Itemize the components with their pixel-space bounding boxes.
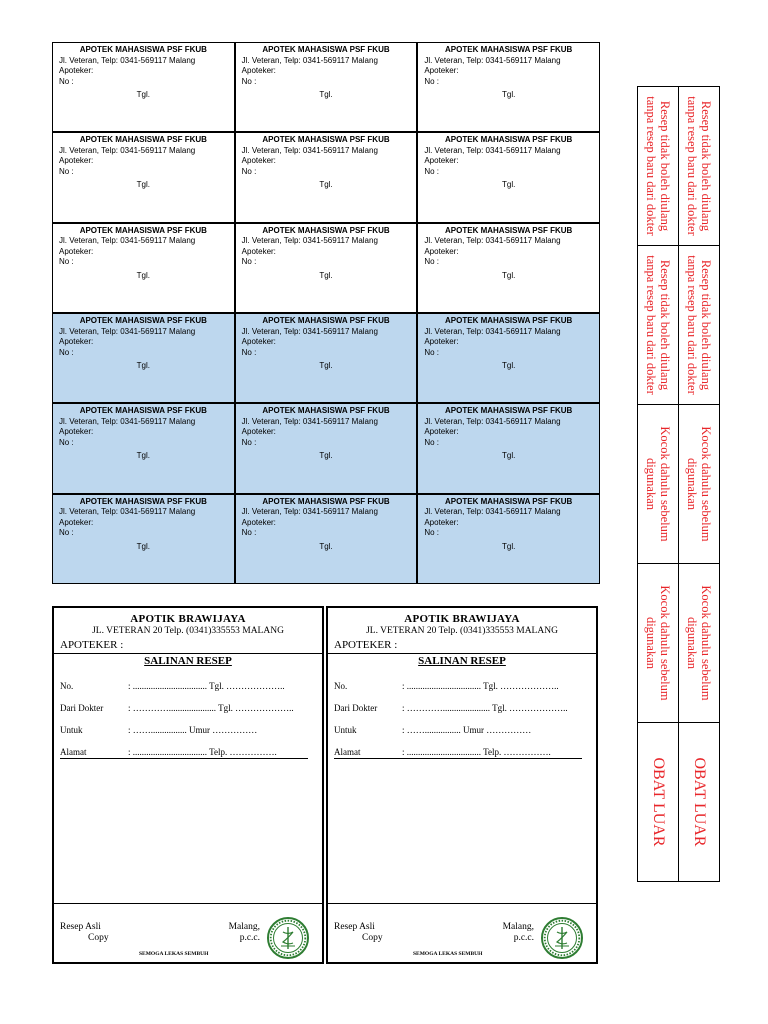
label-apoteker: Apoteker:	[241, 517, 276, 527]
apoteker-label: APOTEKER :	[60, 639, 124, 651]
form-divider	[334, 758, 582, 759]
salinan-resep-left	[52, 606, 324, 964]
strip-obat-luar-a	[637, 722, 679, 882]
label-address: Jl. Veteran, Telp: 0341-569117 Malang	[241, 507, 378, 517]
label-apoteker: Apoteker:	[241, 427, 276, 437]
label-title: APOTEK MAHASISWA PSF FKUB	[262, 316, 390, 325]
label-title: APOTEK MAHASISWA PSF FKUB	[262, 45, 390, 54]
label-apoteker: Apoteker:	[241, 337, 276, 346]
label-apoteker: Apoteker:	[241, 246, 276, 256]
medicine-label	[53, 404, 234, 492]
label-address: Jl. Veteran, Telp: 0341-569117 Malang	[241, 236, 378, 246]
strip-kocok-2a	[637, 563, 679, 723]
label-tgl: Tgl.	[501, 361, 516, 370]
label-tgl: Tgl.	[319, 451, 333, 461]
label-no: No :	[59, 76, 74, 86]
medicine-label	[236, 224, 417, 312]
label-apoteker: Apoteker:	[59, 517, 94, 527]
label-no: No :	[59, 347, 74, 357]
label-no: No :	[241, 76, 257, 86]
strip-text: OBAT LUAR	[691, 757, 708, 847]
label-no: No :	[241, 528, 257, 538]
salinan-resep-right	[326, 606, 598, 964]
label-address: Jl. Veteran, Telp: 0341-569117 Malang	[59, 507, 196, 517]
label-title: APOTEK MAHASISWA PSF FKUB	[262, 496, 390, 506]
label-tgl: Tgl.	[319, 361, 333, 370]
apoteker-label: APOTEKER :	[334, 639, 398, 651]
strip-obat-luar-b	[678, 722, 720, 882]
label-tgl: Tgl.	[136, 451, 150, 461]
label-tgl: Tgl.	[136, 361, 150, 370]
medicine-label	[236, 404, 417, 492]
label-no: No :	[241, 437, 257, 447]
label-no: No :	[424, 528, 439, 538]
label-apoteker: Apoteker:	[424, 517, 459, 527]
label-apoteker: Apoteker:	[241, 66, 276, 75]
label-address: Jl. Veteran, Telp: 0341-569117 Malang	[424, 55, 561, 65]
strip-resep-1a	[637, 86, 679, 246]
label-apoteker: Apoteker:	[59, 246, 94, 256]
label-tgl: Tgl.	[136, 270, 150, 280]
label-address: Jl. Veteran, Telp: 0341-569117 Malang	[424, 236, 561, 246]
form-field-blank: : ................................. Tgl. ………………..	[402, 681, 559, 691]
strip-resep-2b	[678, 245, 720, 405]
label-title: APOTEK MAHASISWA PSF FKUB	[79, 225, 207, 235]
form-field-blank: : ……................ Umur ……………	[128, 725, 258, 735]
form-title: SALINAN RESEP	[144, 655, 232, 667]
label-title: APOTEK MAHASISWA PSF FKUB	[445, 316, 573, 325]
strip-text: Resep tidak boleh diulang tanpa resep baru dari dokter	[685, 96, 713, 236]
pharmacy-name: APOTIK BRAWIJAYA	[130, 613, 246, 625]
label-grid	[52, 42, 600, 584]
label-title: APOTEK MAHASISWA PSF FKUB	[79, 316, 207, 325]
label-no: No :	[424, 76, 439, 86]
label-tgl: Tgl.	[501, 90, 516, 99]
label-title: APOTEK MAHASISWA PSF FKUB	[79, 45, 207, 54]
label-tgl: Tgl.	[319, 180, 333, 190]
medicine-label	[53, 495, 234, 583]
medicine-label	[418, 224, 599, 312]
form-field-blank: : …………..................... Tgl. ………………..	[402, 703, 568, 713]
label-no: No :	[424, 166, 439, 176]
label-tgl: Tgl.	[501, 541, 516, 551]
footer-divider	[328, 903, 596, 904]
label-address: Jl. Veteran, Telp: 0341-569117 Malang	[59, 326, 196, 336]
label-tgl: Tgl.	[136, 541, 150, 551]
label-apoteker: Apoteker:	[424, 246, 459, 256]
label-address: Jl. Veteran, Telp: 0341-569117 Malang	[59, 145, 196, 155]
form-field-label: No.	[60, 681, 74, 691]
resep-asli-block: Resep Asli Copy	[334, 922, 383, 943]
label-no: No :	[424, 257, 439, 267]
malang-pcc-block: Malang, p.c.c.	[502, 922, 534, 943]
medicine-label	[418, 133, 599, 221]
label-tgl: Tgl.	[136, 180, 150, 190]
strip-text: Kocok dahulu sebelum digunakan	[644, 585, 672, 701]
malang-pcc-block: Malang, p.c.c.	[228, 922, 260, 943]
label-title: APOTEK MAHASISWA PSF FKUB	[445, 406, 573, 416]
label-title: APOTEK MAHASISWA PSF FKUB	[262, 406, 390, 416]
label-tgl: Tgl.	[501, 180, 516, 190]
label-address: Jl. Veteran, Telp: 0341-569117 Malang	[424, 416, 561, 426]
label-address: Jl. Veteran, Telp: 0341-569117 Malang	[59, 236, 196, 246]
label-tgl: Tgl.	[501, 451, 516, 461]
label-tgl: Tgl.	[501, 270, 516, 280]
medicine-label	[53, 43, 234, 131]
label-apoteker: Apoteker:	[424, 66, 459, 75]
pharmacy-address: JL. VETERAN 20 Telp. (0341)335553 MALANG	[92, 626, 284, 636]
label-no: No :	[241, 166, 257, 176]
label-apoteker: Apoteker:	[59, 427, 94, 437]
label-address: Jl. Veteran, Telp: 0341-569117 Malang	[241, 416, 378, 426]
label-address: Jl. Veteran, Telp: 0341-569117 Malang	[241, 55, 378, 65]
form-field-label: Untuk	[334, 725, 357, 735]
header-divider	[54, 653, 322, 654]
label-address: Jl. Veteran, Telp: 0341-569117 Malang	[59, 416, 196, 426]
strip-text: Resep tidak boleh diulang tanpa resep baru dari dokter	[644, 96, 672, 236]
label-no: No :	[424, 347, 439, 357]
label-address: Jl. Veteran, Telp: 0341-569117 Malang	[241, 145, 378, 155]
strip-kocok-1b	[678, 404, 720, 564]
label-no: No :	[59, 528, 74, 538]
strip-text: Kocok dahulu sebelum digunakan	[685, 426, 713, 542]
label-title: APOTEK MAHASISWA PSF FKUB	[445, 496, 573, 506]
medicine-label	[236, 133, 417, 221]
strip-text: Resep tidak boleh diulang tanpa resep baru dari dokter	[644, 255, 672, 395]
label-no: No :	[59, 257, 74, 267]
label-title: APOTEK MAHASISWA PSF FKUB	[262, 135, 390, 145]
label-title: APOTEK MAHASISWA PSF FKUB	[79, 496, 207, 506]
medicine-label	[236, 43, 417, 131]
resep-asli-block: Resep Asli Copy	[60, 922, 109, 943]
label-no: No :	[59, 166, 74, 176]
label-address: Jl. Veteran, Telp: 0341-569117 Malang	[59, 55, 196, 65]
label-address: Jl. Veteran, Telp: 0341-569117 Malang	[241, 326, 378, 336]
label-no: No :	[424, 437, 439, 447]
form-field-label: Alamat	[60, 747, 87, 757]
form-title: SALINAN RESEP	[418, 655, 506, 667]
label-title: APOTEK MAHASISWA PSF FKUB	[445, 225, 573, 235]
label-title: APOTEK MAHASISWA PSF FKUB	[445, 45, 573, 54]
label-title: APOTEK MAHASISWA PSF FKUB	[262, 225, 390, 235]
medicine-label	[236, 495, 417, 583]
medicine-label	[418, 314, 599, 402]
form-field-label: Dari Dokter	[334, 703, 378, 713]
medicine-label	[53, 224, 234, 312]
form-field-blank: : ................................. Telp. …………….	[402, 747, 551, 757]
semoga-text: SEMOGA LEKAS SEMBUH	[413, 951, 483, 957]
strip-resep-2a	[637, 245, 679, 405]
label-tgl: Tgl.	[136, 90, 150, 99]
label-apoteker: Apoteker:	[424, 337, 459, 346]
footer-divider	[54, 903, 322, 904]
label-title: APOTEK MAHASISWA PSF FKUB	[79, 135, 207, 145]
form-field-label: Untuk	[60, 725, 83, 735]
strip-text: Kocok dahulu sebelum digunakan	[644, 426, 672, 542]
label-tgl: Tgl.	[319, 270, 333, 280]
semoga-text: SEMOGA LEKAS SEMBUH	[139, 951, 209, 957]
form-field-label: Alamat	[334, 747, 361, 757]
label-apoteker: Apoteker:	[59, 156, 94, 166]
label-apoteker: Apoteker:	[424, 427, 459, 437]
medicine-label	[53, 314, 234, 402]
pharmacy-name: APOTIK BRAWIJAYA	[404, 613, 520, 625]
strip-kocok-1a	[637, 404, 679, 564]
form-field-label: Dari Dokter	[60, 703, 104, 713]
strip-text: OBAT LUAR	[650, 757, 667, 847]
form-field-blank: : ……................ Umur ……………	[402, 725, 532, 735]
form-field-blank: : …………..................... Tgl. ………………..	[128, 703, 294, 713]
label-address: Jl. Veteran, Telp: 0341-569117 Malang	[424, 326, 561, 336]
pharmacy-seal-icon	[266, 916, 310, 960]
label-apoteker: Apoteker:	[59, 66, 94, 75]
label-apoteker: Apoteker:	[241, 156, 276, 166]
strip-kocok-2b	[678, 563, 720, 723]
label-apoteker: Apoteker:	[424, 156, 459, 166]
label-apoteker: Apoteker:	[59, 337, 94, 346]
medicine-label	[418, 404, 599, 492]
medicine-label	[53, 133, 234, 221]
label-no: No :	[241, 257, 257, 267]
medicine-label	[236, 314, 417, 402]
form-field-blank: : ................................. Telp. …………….	[128, 747, 277, 757]
medicine-label	[418, 495, 599, 583]
strip-resep-1b	[678, 86, 720, 246]
medicine-label	[418, 43, 599, 131]
pharmacy-seal-icon	[540, 916, 584, 960]
pharmacy-address: JL. VETERAN 20 Telp. (0341)335553 MALANG	[366, 626, 558, 636]
label-tgl: Tgl.	[319, 541, 333, 551]
label-address: Jl. Veteran, Telp: 0341-569117 Malang	[424, 507, 561, 517]
label-tgl: Tgl.	[319, 90, 333, 99]
form-divider	[60, 758, 308, 759]
label-title: APOTEK MAHASISWA PSF FKUB	[79, 406, 207, 416]
label-title: APOTEK MAHASISWA PSF FKUB	[445, 135, 573, 145]
strip-text: Resep tidak boleh diulang tanpa resep baru dari dokter	[685, 255, 713, 395]
label-no: No :	[59, 437, 74, 447]
header-divider	[328, 653, 596, 654]
form-field-label: No.	[334, 681, 348, 691]
form-field-blank: : ................................. Tgl. ………………..	[128, 681, 285, 691]
label-address: Jl. Veteran, Telp: 0341-569117 Malang	[424, 145, 561, 155]
strip-text: Kocok dahulu sebelum digunakan	[685, 585, 713, 701]
label-no: No :	[241, 347, 257, 357]
